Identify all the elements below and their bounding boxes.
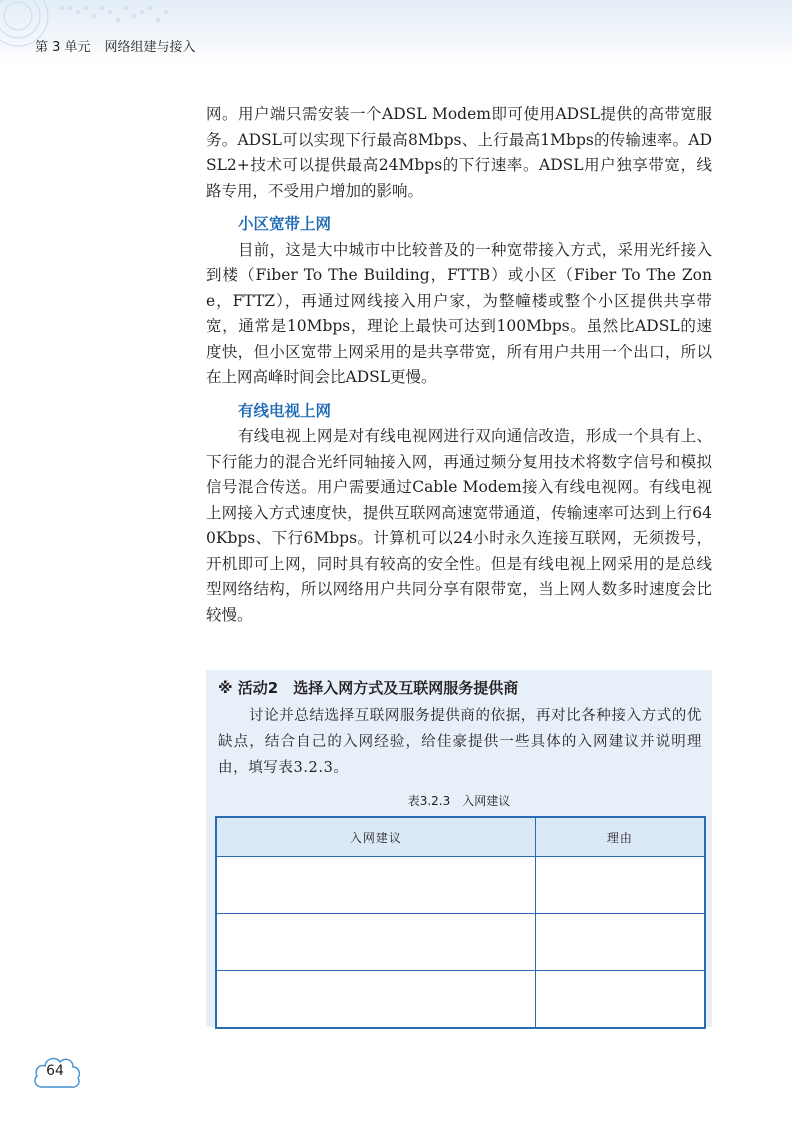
page-number: 64 <box>46 1063 64 1079</box>
advice-table <box>215 816 706 1029</box>
activity-title: ※ 活动2 选择入网方式及互联网服务提供商 <box>218 679 519 697</box>
unit-label: 第 3 单元 <box>35 40 91 55</box>
table-row <box>216 971 705 1029</box>
section-heading-community-broadband: 小区宽带上网 <box>238 214 332 233</box>
header-cell-reason: 理由 <box>535 817 705 857</box>
activity-description: 讨论并总结选择互联网服务提供商的依据，再对比各种接入方式的优缺点，结合自己的入网经验，给佳豪提供一些具体的入网建议并说明理由，填写表3.2.3。 <box>218 708 702 776</box>
header-cell-advice: 入网建议 <box>216 817 535 857</box>
table-cell[interactable] <box>535 857 705 914</box>
table-row <box>216 914 705 971</box>
table-cell[interactable] <box>535 914 705 971</box>
page-header <box>0 0 792 62</box>
main-text <box>206 102 712 628</box>
table-row <box>216 857 705 914</box>
advice-table-wrapper <box>215 816 706 1020</box>
activity-box <box>206 670 712 1027</box>
table-caption: 表3.2.3 入网建议 <box>407 794 511 808</box>
table-header-row <box>216 817 705 857</box>
page-number-badge <box>32 1049 82 1093</box>
table-cell[interactable] <box>216 971 535 1029</box>
table-cell[interactable] <box>216 857 535 914</box>
chapter-header <box>35 36 196 55</box>
unit-title: 网络组建与接入 <box>104 40 196 55</box>
table-cell[interactable] <box>535 971 705 1029</box>
table-cell[interactable] <box>216 914 535 971</box>
cable-tv-paragraph: 有线电视上网是对有线电视网进行双向通信改造，形成一个具有上、下行能力的混合光纤同轴接入网，再通过频分复用技术将数字信号和模拟信号混合传送。用户需要通过Cable Modem接入有线电视网。有线电视上网接入方式速度快，提供互联网高速宽带通道，传输速率可达到上行640Kbps、下行6Mbps。计算机可以24小时永久连接互联网，无须拨号，开机即可上网，同时具有较高的安全性。但是有线电视上网采用的是总线型网络结构，所以网络用户共同分享有限带宽，当上网人数多时速度会比较慢。 <box>206 427 712 624</box>
section-heading-cable-tv: 有线电视上网 <box>238 400 332 420</box>
intro-paragraph: 网。用户端只需安装一个ADSL Modem即可使用ADSL提供的高带宽服务。ADSL可以实现下行最高8Mbps、上行最高1Mbps的传输速率。ADSL2+技术可以提供最高24Mbps的下行速率。ADSL用户独享带宽，线路专用，不受用户增加的影响。 <box>206 105 712 200</box>
community-broadband-paragraph: 目前，这是大中城市中比较普及的一种宽带接入方式，采用光纤接入到楼（Fiber To The Building，FTTB）或小区（Fiber To The Zone，FTTZ），再通过网线接入用户家，为整幢楼或整个小区提供共享带宽，通常是10Mbps，理论上最快可达到100Mbps。虽然比ADSL的速度快，但小区宽带上网采用的是共享带宽，所有用户共用一个出口，所以在上网高峰时间会比ADSL更慢。 <box>206 240 712 386</box>
